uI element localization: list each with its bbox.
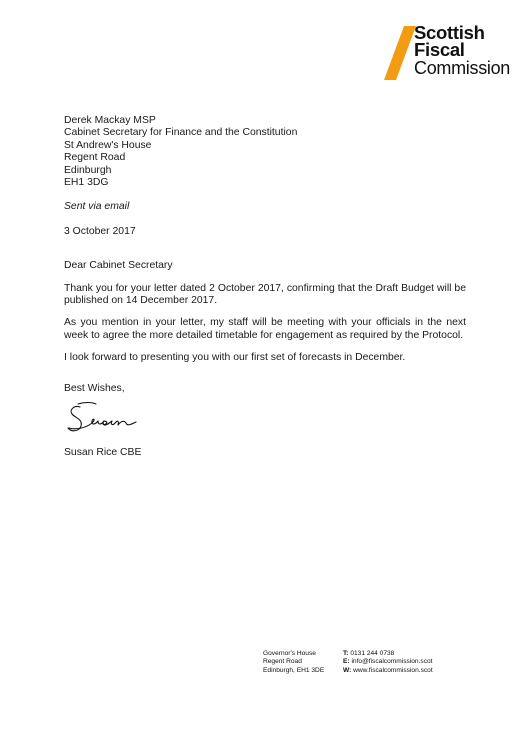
recipient-address-block [64, 115, 466, 189]
logo-wordmark [414, 24, 510, 78]
closing: Best Wishes, [64, 382, 125, 394]
footer-address-line-2: Regent Road [263, 658, 302, 666]
paragraph-1: Thank you for your letter dated 2 October 2017, confirming that the Draft Budget will be published on 14 December 2017. [64, 282, 466, 307]
footer-address-line-1: Governor's House [263, 650, 316, 657]
paragraph-2: As you mention in your letter, my staff will be meeting with your officials in the next week to agree the more detailed timetable for engagement as required by the Protocol. [64, 317, 466, 341]
footer-address-line-3: Edinburgh, EH1 3DE [263, 666, 325, 674]
recipient-address-line-1: St Andrew's House [64, 139, 152, 151]
delivery-method: Sent via email [64, 201, 130, 213]
recipient-address-line-2: Regent Road [64, 152, 126, 164]
recipient-city: Edinburgh [64, 164, 112, 176]
paragraph-3: I look forward to presenting you with our first set of forecasts in December. [64, 352, 406, 364]
footer-web [343, 667, 433, 675]
footer-address [263, 650, 324, 675]
recipient-title: Cabinet Secretary for Finance and the Constitution [64, 127, 298, 139]
footer-phone-key: T: [343, 650, 349, 657]
logo-line-commission: Commission [414, 58, 511, 78]
footer-web-value[interactable]: www.fiscalcommission.scot [353, 666, 433, 674]
footer-email-value[interactable]: info@fiscalcommission.scot [351, 658, 433, 666]
salutation: Dear Cabinet Secretary [64, 260, 173, 272]
footer-email [343, 658, 433, 666]
footer-web-key: W: [343, 666, 352, 674]
handwritten-signature [66, 401, 146, 435]
letter-date: 3 October 2017 [64, 225, 136, 237]
footer-email-key: E: [343, 658, 350, 666]
footer-phone [343, 650, 433, 658]
recipient-postcode: EH1 3DG [64, 177, 109, 189]
footer-phone-value: 0131 244 0738 [350, 650, 395, 657]
logo-line-fiscal: Fiscal [414, 39, 465, 60]
footer-contact-details [343, 650, 433, 675]
letter-body [64, 115, 466, 460]
scottish-fiscal-commission-logo [382, 24, 512, 84]
recipient-name: Derek Mackay MSP [64, 115, 156, 126]
signer-name: Susan Rice CBE [64, 447, 142, 459]
logo-line-scottish: Scottish [414, 22, 485, 43]
